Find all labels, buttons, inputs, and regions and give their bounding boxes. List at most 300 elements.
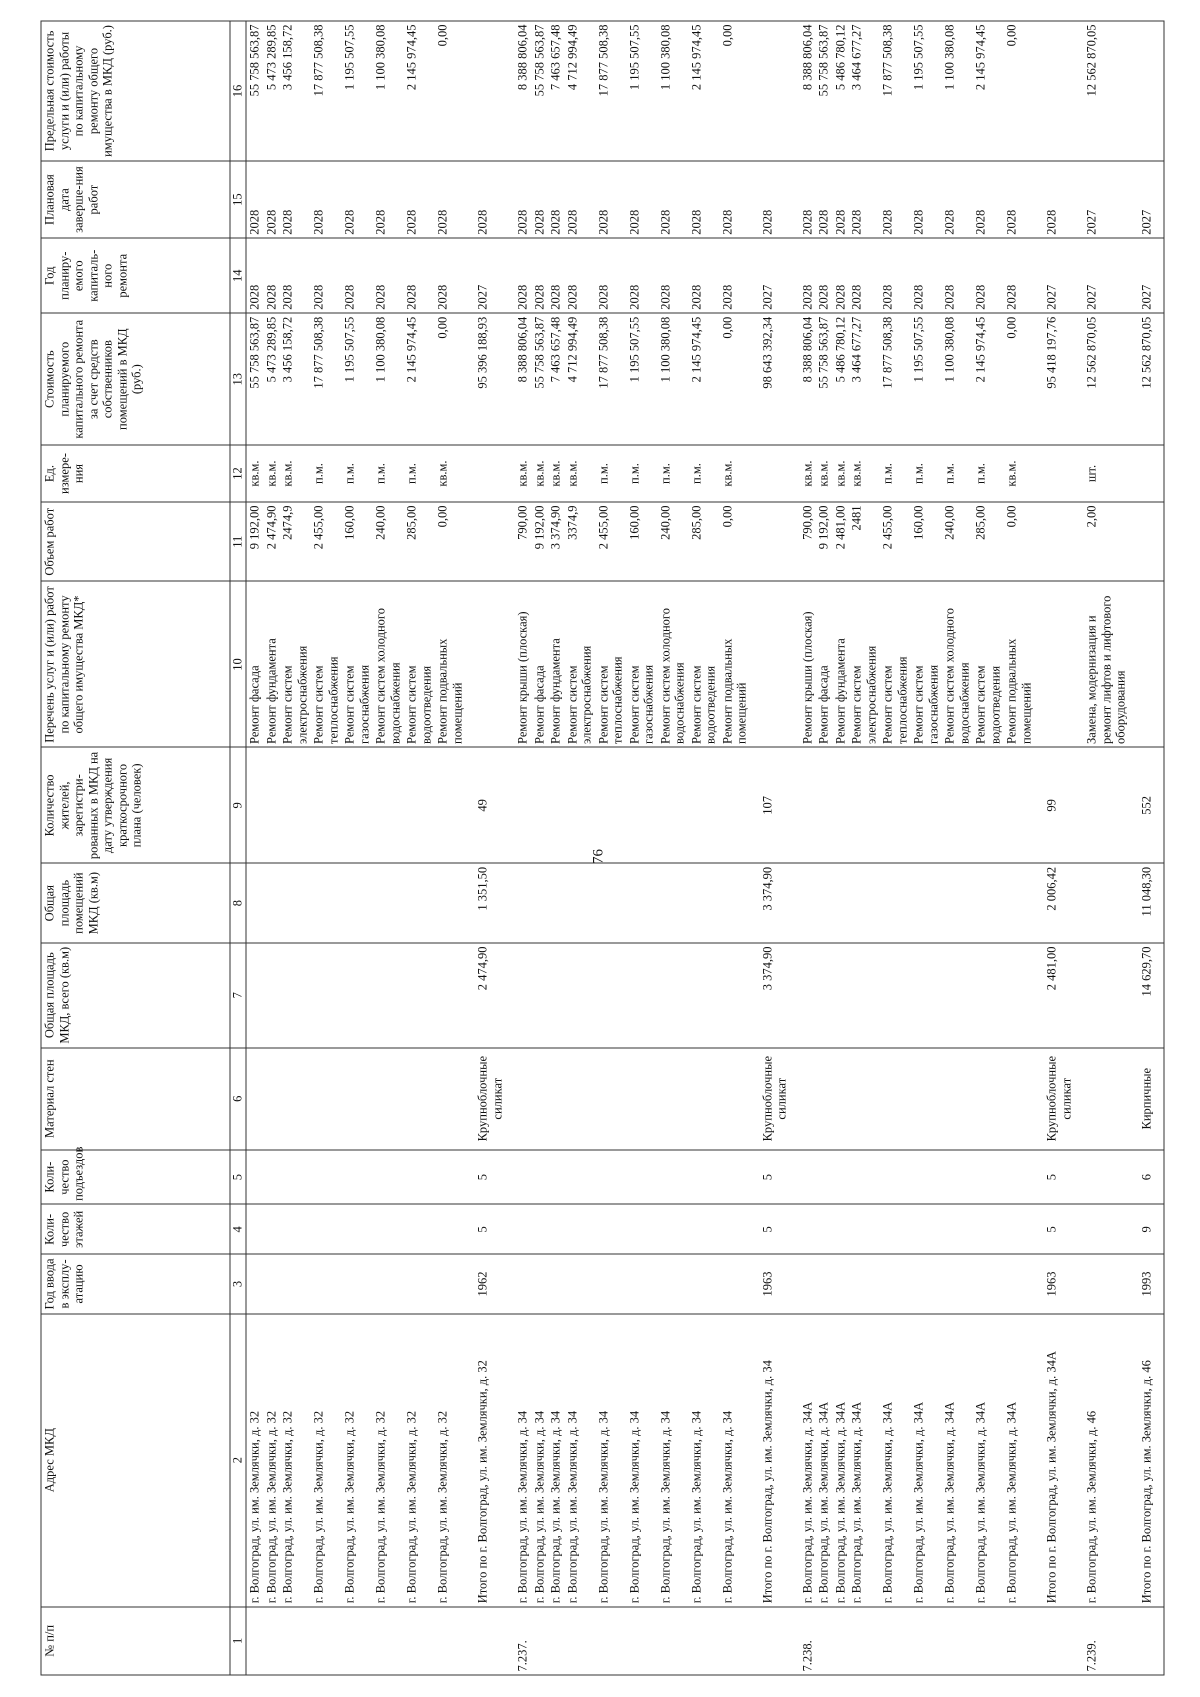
table-cell <box>246 1607 263 1675</box>
work-cell: Ремонт систем теплоснабжения <box>879 582 910 748</box>
year-cell: 2028 <box>1003 238 1034 313</box>
table-cell <box>799 863 816 943</box>
column-header: Общая площадь помещений МКД (кв.м) <box>41 863 230 943</box>
year-cell: 2028 <box>595 238 626 313</box>
table-cell <box>848 863 879 943</box>
column-numbers-row <box>230 21 246 1675</box>
table-cell <box>941 747 972 863</box>
table-cell <box>832 1048 849 1150</box>
limit-cell: 2 145 974,45 <box>972 21 1003 161</box>
table-cell <box>1129 445 1164 502</box>
table-cell <box>1083 863 1129 943</box>
unit-cell: кв.м. <box>1003 445 1034 502</box>
table-row <box>514 21 531 1675</box>
table-cell <box>657 1204 688 1254</box>
table-cell <box>1034 582 1083 748</box>
year-cell: 2028 <box>910 238 941 313</box>
year-cell: 2028 <box>434 238 465 313</box>
table-cell <box>688 1607 719 1675</box>
table-cell <box>815 863 832 943</box>
address-cell: г. Волгоград, ул. им. Землячки, д. 32 <box>246 1314 263 1607</box>
table-cell <box>403 943 434 1048</box>
table-cell <box>564 747 595 863</box>
work-cell: Ремонт фундамента <box>832 582 849 748</box>
table-cell <box>1034 445 1083 502</box>
volume-cell: 240,00 <box>941 502 972 582</box>
work-cell: Ремонт фундамента <box>547 582 564 748</box>
row-number: 7.238. <box>799 1607 816 1675</box>
table-cell <box>941 943 972 1048</box>
year-cell: 2028 <box>514 238 531 313</box>
cost-cell: 1 100 380,08 <box>657 313 688 445</box>
table-row <box>595 21 626 1675</box>
table-cell <box>815 1254 832 1313</box>
table-cell <box>246 1254 263 1313</box>
end-date-cell: 2028 <box>1003 161 1034 238</box>
column-number: 12 <box>230 445 246 502</box>
cost-cell: 2 145 974,45 <box>403 313 434 445</box>
table-cell <box>434 1254 465 1313</box>
column-header: Перечень услуг и (или) работ по капитальному ремонту общего имущества МКД* <box>41 582 230 748</box>
table-cell <box>1003 1048 1034 1150</box>
year-cell: 2028 <box>832 238 849 313</box>
work-cell: Ремонт систем теплоснабжения <box>310 582 341 748</box>
table-cell <box>547 943 564 1048</box>
limit-cell: 0,00 <box>1003 21 1034 161</box>
rooms-area: 2 006,42 <box>1034 863 1083 943</box>
total-year: 2027 <box>750 238 799 313</box>
volume-cell: 2 481,00 <box>832 502 849 582</box>
table-cell <box>910 1150 941 1205</box>
unit-cell: кв.м. <box>848 445 879 502</box>
table-cell <box>1003 1204 1034 1254</box>
column-number: 9 <box>230 747 246 863</box>
table-cell <box>799 747 816 863</box>
table-cell <box>310 943 341 1048</box>
end-date-cell: 2028 <box>719 161 750 238</box>
cost-cell: 12 562 870,05 <box>1083 313 1129 445</box>
address-cell: г. Волгоград, ул. им. Землячки, д. 32 <box>263 1314 280 1607</box>
table-cell <box>547 1607 564 1675</box>
year-cell: 2028 <box>657 238 688 313</box>
unit-cell: кв.м. <box>799 445 816 502</box>
table-cell <box>626 1204 657 1254</box>
table-cell <box>514 1048 531 1150</box>
table-cell <box>310 1254 341 1313</box>
year-cell: 2028 <box>941 238 972 313</box>
volume-cell: 0,00 <box>719 502 750 582</box>
table-cell <box>848 1607 879 1675</box>
table-cell <box>372 1607 403 1675</box>
table-cell <box>879 1254 910 1313</box>
year-built: 1963 <box>750 1254 799 1313</box>
cost-cell: 2 145 974,45 <box>972 313 1003 445</box>
address-cell: г. Волгоград, ул. им. Землячки, д. 34А <box>799 1314 816 1607</box>
table-cell <box>514 747 531 863</box>
work-cell: Ремонт подвальных помещений <box>1003 582 1034 748</box>
year-cell: 2028 <box>799 238 816 313</box>
table-cell <box>465 582 514 748</box>
address-cell: г. Волгоград, ул. им. Землячки, д. 32 <box>434 1314 465 1607</box>
limit-cell: 8 388 806,04 <box>514 21 531 161</box>
limit-cell: 12 562 870,05 <box>1083 21 1129 161</box>
volume-cell: 0,00 <box>434 502 465 582</box>
address-cell: г. Волгоград, ул. им. Землячки, д. 32 <box>403 1314 434 1607</box>
volume-cell: 790,00 <box>799 502 816 582</box>
work-cell: Замена, модернизация и ремонт лифтов и лифтового оборудования <box>1083 582 1129 748</box>
table-cell <box>626 1607 657 1675</box>
end-date-cell: 2028 <box>564 161 595 238</box>
table-row <box>403 21 434 1675</box>
volume-cell: 0,00 <box>1003 502 1034 582</box>
table-cell <box>531 1254 548 1313</box>
work-cell: Ремонт систем газоснабжения <box>910 582 941 748</box>
work-cell: Ремонт фасада <box>531 582 548 748</box>
table-cell <box>434 1204 465 1254</box>
table-cell <box>310 1150 341 1205</box>
work-cell: Ремонт фасада <box>246 582 263 748</box>
year-cell: 2028 <box>688 238 719 313</box>
address-cell: г. Волгоград, ул. им. Землячки, д. 34А <box>910 1314 941 1607</box>
total-end-date: 2028 <box>750 161 799 238</box>
table-row <box>341 21 372 1675</box>
volume-cell: 3374,9 <box>564 502 595 582</box>
table-cell <box>941 1254 972 1313</box>
unit-cell: шт. <box>1083 445 1129 502</box>
cost-cell: 55 758 563,87 <box>531 313 548 445</box>
unit-cell: п.м. <box>372 445 403 502</box>
table-row <box>719 21 750 1675</box>
floors-count: 5 <box>1034 1204 1083 1254</box>
table-cell <box>799 943 816 1048</box>
column-number: 13 <box>230 313 246 445</box>
table-cell <box>879 747 910 863</box>
table-cell <box>595 1607 626 1675</box>
end-date-cell: 2028 <box>879 161 910 238</box>
table-cell <box>434 1048 465 1150</box>
unit-cell: п.м. <box>657 445 688 502</box>
limit-cell: 0,00 <box>434 21 465 161</box>
work-cell: Ремонт систем газоснабжения <box>341 582 372 748</box>
table-cell <box>547 1254 564 1313</box>
column-header: Адрес МКД <box>41 1314 230 1607</box>
limit-cell: 3 456 158,72 <box>279 21 310 161</box>
table-cell <box>564 943 595 1048</box>
table-cell <box>434 747 465 863</box>
table-row <box>564 21 595 1675</box>
cost-cell: 0,00 <box>1003 313 1034 445</box>
unit-cell: кв.м. <box>263 445 280 502</box>
address-cell: г. Волгоград, ул. им. Землячки, д. 34 <box>626 1314 657 1607</box>
capital-repair-table <box>40 21 1164 1676</box>
address-cell: г. Волгоград, ул. им. Землячки, д. 32 <box>372 1314 403 1607</box>
unit-cell: кв.м. <box>279 445 310 502</box>
table-cell <box>465 502 514 582</box>
table-cell <box>1034 21 1083 161</box>
table-cell <box>246 1204 263 1254</box>
column-number: 6 <box>230 1048 246 1150</box>
table-cell <box>719 1150 750 1205</box>
end-date-cell: 2027 <box>1083 161 1129 238</box>
table-cell <box>941 1607 972 1675</box>
cost-cell: 1 100 380,08 <box>941 313 972 445</box>
year-cell: 2028 <box>246 238 263 313</box>
year-cell: 2028 <box>372 238 403 313</box>
volume-cell: 2 455,00 <box>879 502 910 582</box>
work-cell: Ремонт систем холодного водоснабжения <box>941 582 972 748</box>
unit-cell: кв.м. <box>547 445 564 502</box>
unit-cell: кв.м. <box>434 445 465 502</box>
unit-cell: п.м. <box>595 445 626 502</box>
end-date-cell: 2028 <box>372 161 403 238</box>
table-row <box>688 21 719 1675</box>
column-header: Количество жителей, зарегистри-рованных в МКД на дату утверждения краткосрочного плана (человек) <box>41 747 230 863</box>
table-cell <box>564 1048 595 1150</box>
table-cell <box>910 1204 941 1254</box>
end-date-cell: 2028 <box>972 161 1003 238</box>
table-cell <box>531 1204 548 1254</box>
table-cell <box>941 1048 972 1150</box>
table-cell <box>657 1150 688 1205</box>
wall-material: Крупноблочные силикат <box>1034 1048 1083 1150</box>
table-cell <box>1083 1048 1129 1150</box>
table-cell <box>547 863 564 943</box>
table-cell <box>595 747 626 863</box>
table-cell <box>848 747 879 863</box>
work-cell: Ремонт крыши (плоская) <box>799 582 816 748</box>
table-cell <box>263 863 280 943</box>
total-end-date: 2028 <box>1034 161 1083 238</box>
table-cell <box>832 1150 849 1205</box>
row-number: 7.237. <box>514 1607 531 1675</box>
address-cell: г. Волгоград, ул. им. Землячки, д. 34 <box>719 1314 750 1607</box>
table-cell <box>514 863 531 943</box>
limit-cell: 4 712 994,49 <box>564 21 595 161</box>
table-cell <box>848 1048 879 1150</box>
table-cell <box>719 1254 750 1313</box>
table-cell <box>719 943 750 1048</box>
end-date-cell: 2028 <box>815 161 832 238</box>
unit-cell: п.м. <box>972 445 1003 502</box>
table-cell <box>879 863 910 943</box>
table-cell <box>595 1150 626 1205</box>
residents-count: 99 <box>1034 747 1083 863</box>
table-cell <box>263 943 280 1048</box>
unit-cell: п.м. <box>879 445 910 502</box>
unit-cell: п.м. <box>403 445 434 502</box>
column-number: 1 <box>230 1607 246 1675</box>
table-cell <box>626 943 657 1048</box>
year-cell: 2028 <box>848 238 879 313</box>
address-cell: г. Волгоград, ул. им. Землячки, д. 34 <box>531 1314 548 1607</box>
volume-cell: 2481 <box>848 502 879 582</box>
table-cell <box>246 1048 263 1150</box>
limit-cell: 5 473 289,85 <box>263 21 280 161</box>
table-cell <box>719 747 750 863</box>
table-cell <box>547 747 564 863</box>
table-cell <box>246 747 263 863</box>
cost-cell: 55 758 563,87 <box>246 313 263 445</box>
table-cell <box>547 1204 564 1254</box>
table-cell <box>547 1150 564 1205</box>
address-cell: г. Волгоград, ул. им. Землячки, д. 34 <box>547 1314 564 1607</box>
total-label: Итого по г. Волгоград, ул. им. Землячки, д. 34А <box>1034 1314 1083 1607</box>
table-cell <box>403 863 434 943</box>
total-year: 2027 <box>465 238 514 313</box>
cost-cell: 0,00 <box>719 313 750 445</box>
wall-material: Крупноблочные силикат <box>750 1048 799 1150</box>
table-cell <box>941 863 972 943</box>
unit-cell: п.м. <box>341 445 372 502</box>
table-cell <box>719 1204 750 1254</box>
table-cell <box>626 863 657 943</box>
unit-cell: п.м. <box>941 445 972 502</box>
address-cell: г. Волгоград, ул. им. Землячки, д. 34 <box>595 1314 626 1607</box>
table-cell <box>465 1607 514 1675</box>
table-cell <box>279 1204 310 1254</box>
table-row <box>1083 21 1129 1675</box>
table-cell <box>832 863 849 943</box>
table-cell <box>750 21 799 161</box>
work-cell: Ремонт фасада <box>815 582 832 748</box>
table-cell <box>1129 21 1164 161</box>
address-cell: г. Волгоград, ул. им. Землячки, д. 34А <box>941 1314 972 1607</box>
table-cell <box>750 502 799 582</box>
end-date-cell: 2028 <box>341 161 372 238</box>
year-cell: 2027 <box>1083 238 1129 313</box>
floors-count: 5 <box>465 1204 514 1254</box>
cost-cell: 3 456 158,72 <box>279 313 310 445</box>
column-header: Стоимость планируемого капитального ремонта за счет средств собственников помещений в МКД (руб.) <box>41 313 230 445</box>
total-year: 2027 <box>1034 238 1083 313</box>
table-cell <box>403 1607 434 1675</box>
total-row <box>465 21 514 1675</box>
column-number: 4 <box>230 1204 246 1254</box>
table-cell <box>719 863 750 943</box>
address-cell: г. Волгоград, ул. им. Землячки, д. 34А <box>848 1314 879 1607</box>
volume-cell: 240,00 <box>657 502 688 582</box>
table-row <box>848 21 879 1675</box>
wall-material: Кирпичные <box>1129 1048 1164 1150</box>
unit-cell: кв.м. <box>514 445 531 502</box>
table-row <box>263 21 280 1675</box>
work-cell: Ремонт подвальных помещений <box>719 582 750 748</box>
table-cell <box>972 747 1003 863</box>
end-date-cell: 2028 <box>514 161 531 238</box>
table-cell <box>372 1254 403 1313</box>
table-cell <box>279 863 310 943</box>
table-cell <box>799 1150 816 1205</box>
limit-cell: 17 877 508,38 <box>879 21 910 161</box>
limit-cell: 1 195 507,55 <box>341 21 372 161</box>
entrances-count: 5 <box>465 1150 514 1205</box>
table-cell <box>657 1048 688 1150</box>
column-header: Материал стен <box>41 1048 230 1150</box>
table-cell <box>1129 582 1164 748</box>
cost-cell: 17 877 508,38 <box>879 313 910 445</box>
table-cell <box>372 863 403 943</box>
table-row <box>434 21 465 1675</box>
work-cell: Ремонт систем электроснабжения <box>564 582 595 748</box>
table-cell <box>688 1048 719 1150</box>
table-cell <box>688 747 719 863</box>
table-cell <box>1003 1254 1034 1313</box>
table-cell <box>799 1048 816 1150</box>
limit-cell: 1 100 380,08 <box>372 21 403 161</box>
residents-count: 552 <box>1129 747 1164 863</box>
cost-cell: 17 877 508,38 <box>595 313 626 445</box>
end-date-cell: 2028 <box>531 161 548 238</box>
table-cell <box>1034 1607 1083 1675</box>
volume-cell: 240,00 <box>372 502 403 582</box>
limit-cell: 17 877 508,38 <box>595 21 626 161</box>
entrances-count: 6 <box>1129 1150 1164 1205</box>
year-cell: 2028 <box>972 238 1003 313</box>
table-cell <box>750 1607 799 1675</box>
work-cell: Ремонт систем водоотведения <box>688 582 719 748</box>
table-cell <box>972 1150 1003 1205</box>
table-cell <box>879 1607 910 1675</box>
table-cell <box>910 1048 941 1150</box>
address-cell: г. Волгоград, ул. им. Землячки, д. 34А <box>1003 1314 1034 1607</box>
address-cell: г. Волгоград, ул. им. Землячки, д. 32 <box>279 1314 310 1607</box>
total-cost: 12 562 870,05 <box>1129 313 1164 445</box>
table-cell <box>972 863 1003 943</box>
table-cell <box>972 1254 1003 1313</box>
table-cell <box>341 1254 372 1313</box>
volume-cell: 2,00 <box>1083 502 1129 582</box>
table-row <box>972 21 1003 1675</box>
cost-cell: 1 195 507,55 <box>341 313 372 445</box>
floors-count: 5 <box>750 1204 799 1254</box>
table-cell <box>279 747 310 863</box>
rooms-area: 11 048,30 <box>1129 863 1164 943</box>
table-cell <box>815 1150 832 1205</box>
row-number: 7.239. <box>1083 1607 1129 1675</box>
table-cell <box>403 1204 434 1254</box>
work-cell: Ремонт систем электроснабжения <box>848 582 879 748</box>
table-cell <box>815 943 832 1048</box>
table-row <box>832 21 849 1675</box>
total-cost: 95 418 197,76 <box>1034 313 1083 445</box>
table-cell <box>372 943 403 1048</box>
end-date-cell: 2028 <box>657 161 688 238</box>
address-cell: г. Волгоград, ул. им. Землячки, д. 32 <box>310 1314 341 1607</box>
table-cell <box>1034 502 1083 582</box>
work-cell: Ремонт подвальных помещений <box>434 582 465 748</box>
table-cell <box>688 1204 719 1254</box>
end-date-cell: 2028 <box>310 161 341 238</box>
table-cell <box>372 1204 403 1254</box>
table-row <box>372 21 403 1675</box>
column-number: 10 <box>230 582 246 748</box>
end-date-cell: 2028 <box>832 161 849 238</box>
table-cell <box>564 1150 595 1205</box>
year-cell: 2028 <box>626 238 657 313</box>
table-cell <box>403 1150 434 1205</box>
volume-cell: 285,00 <box>403 502 434 582</box>
table-cell <box>564 863 595 943</box>
table-cell <box>564 1254 595 1313</box>
year-built: 1962 <box>465 1254 514 1313</box>
limit-cell: 55 758 563,87 <box>815 21 832 161</box>
column-header: Год ввода в эксплу-атацию <box>41 1254 230 1313</box>
column-number: 11 <box>230 502 246 582</box>
work-cell: Ремонт систем газоснабжения <box>626 582 657 748</box>
table-row <box>279 21 310 1675</box>
cost-cell: 4 712 994,49 <box>564 313 595 445</box>
table-cell <box>848 1254 879 1313</box>
